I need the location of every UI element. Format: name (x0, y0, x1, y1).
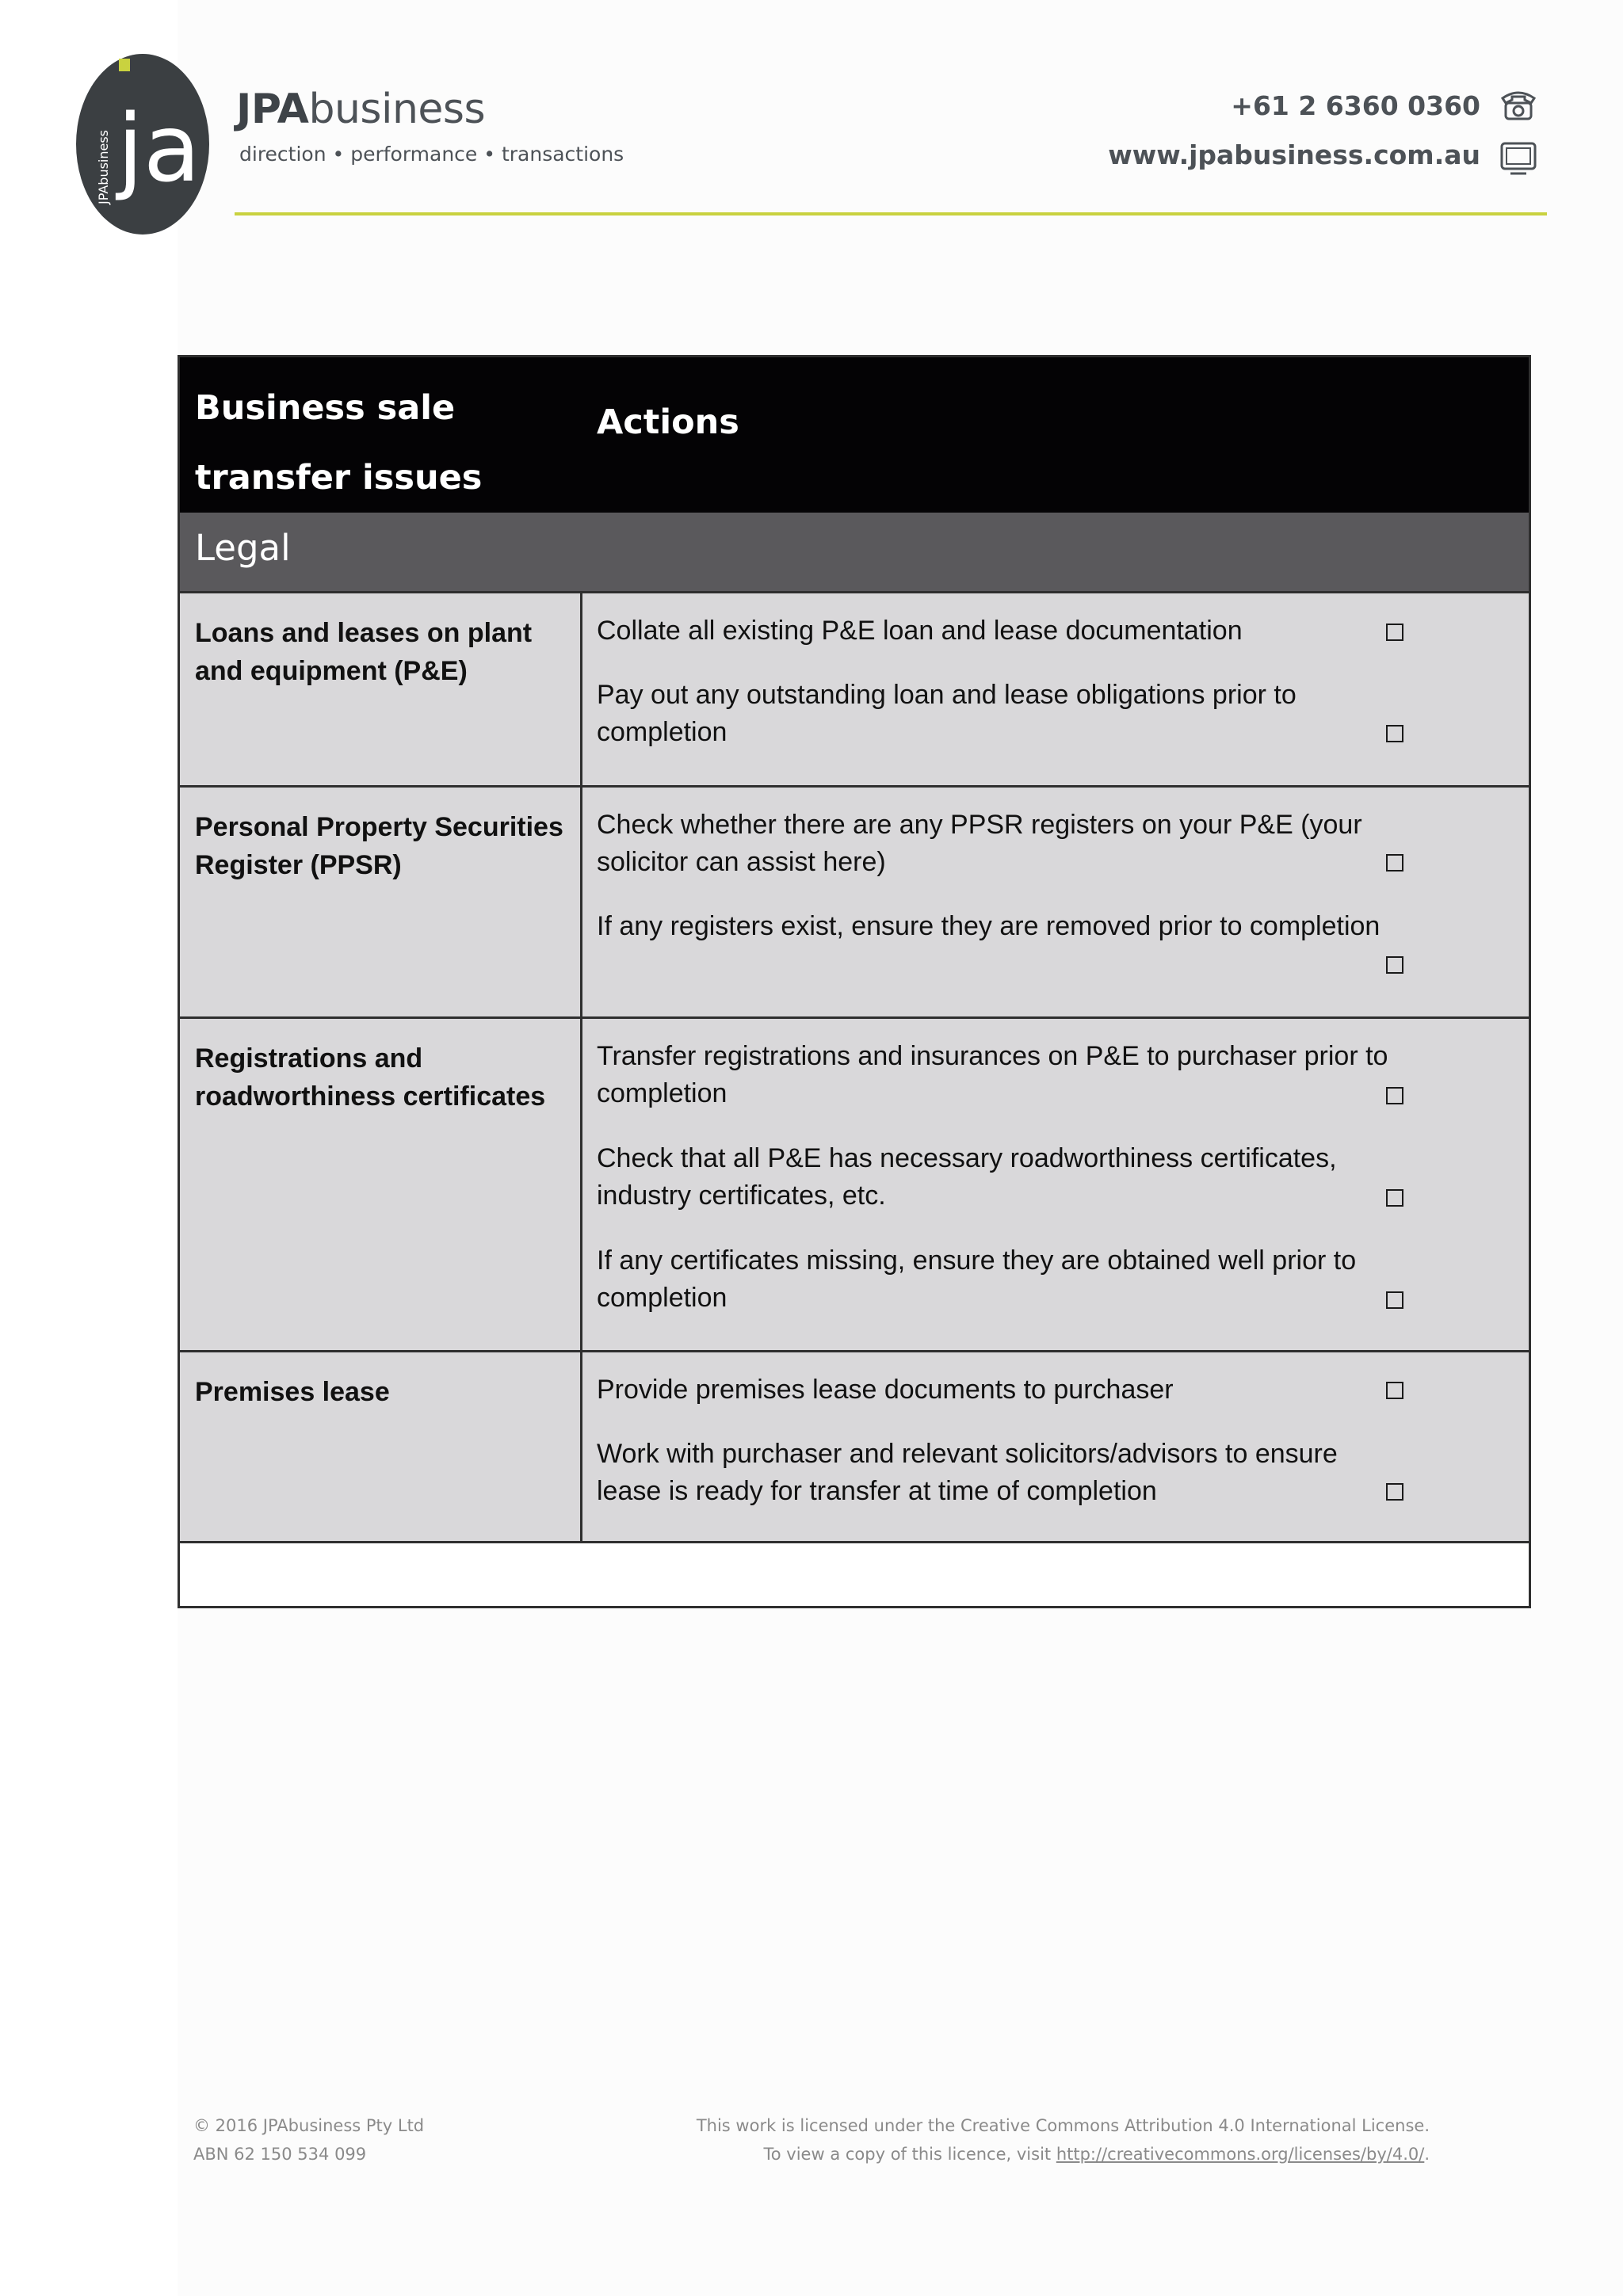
phone-icon (1499, 87, 1537, 122)
action-checkbox[interactable] (1386, 725, 1403, 742)
empty-table-row (180, 1541, 1529, 1606)
section-label: Legal (195, 527, 291, 569)
transfer-issues-table (178, 355, 1531, 1608)
issue-label: Personal Property Securities Register (PPSR) (195, 812, 563, 880)
column-divider (580, 593, 582, 785)
brand-tagline: direction • performance • transactions (239, 143, 624, 166)
action-text: Transfer registrations and insurances on P&E to purchaser prior to completion (597, 1041, 1388, 1108)
issues-header-line1: Business sale (195, 388, 456, 428)
footer-license-prefix: To view a copy of this licence, visit (763, 2145, 1056, 2164)
issue-label: Registrations and roadworthiness certificates (195, 1043, 546, 1112)
column-divider (580, 1019, 582, 1350)
brand-name-bold: JPA (236, 86, 309, 133)
footer-license-text: This work is licensed under the Creative Commons Attribution 4.0 International License. (696, 2116, 1430, 2135)
footer-license-link-line (764, 2145, 1430, 2164)
action-checkbox[interactable] (1386, 956, 1403, 974)
section-header (180, 513, 1529, 591)
table-row (180, 785, 1529, 1016)
action-checkbox[interactable] (1386, 1382, 1403, 1399)
action-checkbox[interactable] (1386, 1483, 1403, 1501)
column-divider (580, 1352, 582, 1543)
header-rule (235, 212, 1547, 215)
column-divider (580, 788, 582, 1016)
action-text: If any certificates missing, ensure they are obtained well prior to completion (597, 1245, 1357, 1313)
action-text: Pay out any outstanding loan and lease obligations prior to completion (597, 680, 1296, 747)
table-row (180, 1350, 1529, 1543)
action-text: Work with purchaser and relevant solicitors/advisors to ensure lease is ready for transfer at time of completion (597, 1439, 1338, 1506)
action-checkbox[interactable] (1386, 854, 1403, 871)
license-link[interactable]: http://creativecommons.org/licenses/by/4.0/ (1056, 2145, 1425, 2164)
action-text: Check that all P&E has necessary roadworthiness certificates, industry certificates, etc. (597, 1143, 1337, 1211)
issues-column-header (195, 373, 552, 513)
action-text: If any registers exist, ensure they are removed prior to completion (597, 911, 1381, 941)
footer-license-suffix: . (1424, 2145, 1430, 2164)
jpa-logo (76, 54, 209, 235)
footer-abn: ABN 62 150 534 099 (193, 2145, 367, 2164)
brand-name (236, 86, 485, 133)
action-checkbox[interactable] (1386, 624, 1403, 641)
action-text: Check whether there are any PPSR registers on your P&E (your solicitor can assist here) (597, 810, 1362, 877)
logo-vertical-text: JPAbusiness (96, 129, 111, 204)
footer-copyright: © 2016 JPAbusiness Pty Ltd (193, 2116, 425, 2135)
website-url[interactable]: www.jpabusiness.com.au (1108, 139, 1480, 170)
logo-letters: ja (117, 93, 201, 203)
table-row (180, 591, 1529, 785)
action-checkbox[interactable] (1386, 1189, 1403, 1207)
action-checkbox[interactable] (1386, 1291, 1403, 1309)
issue-label: Premises lease (195, 1377, 390, 1407)
action-checkbox[interactable] (1386, 1087, 1403, 1104)
action-text: Provide premises lease documents to purchaser (597, 1375, 1174, 1405)
monitor-icon (1499, 141, 1537, 176)
issue-label: Loans and leases on plant and equipment (P&E) (195, 618, 533, 686)
action-text: Collate all existing P&E loan and lease documentation (597, 616, 1243, 646)
table-row (180, 1016, 1529, 1350)
issues-header-line2: transfer issues (195, 458, 483, 498)
brand-name-regular: business (308, 86, 486, 133)
table-header (180, 357, 1529, 513)
actions-column-header: Actions (597, 402, 739, 442)
phone-number: +61 2 6360 0360 (1231, 90, 1480, 121)
